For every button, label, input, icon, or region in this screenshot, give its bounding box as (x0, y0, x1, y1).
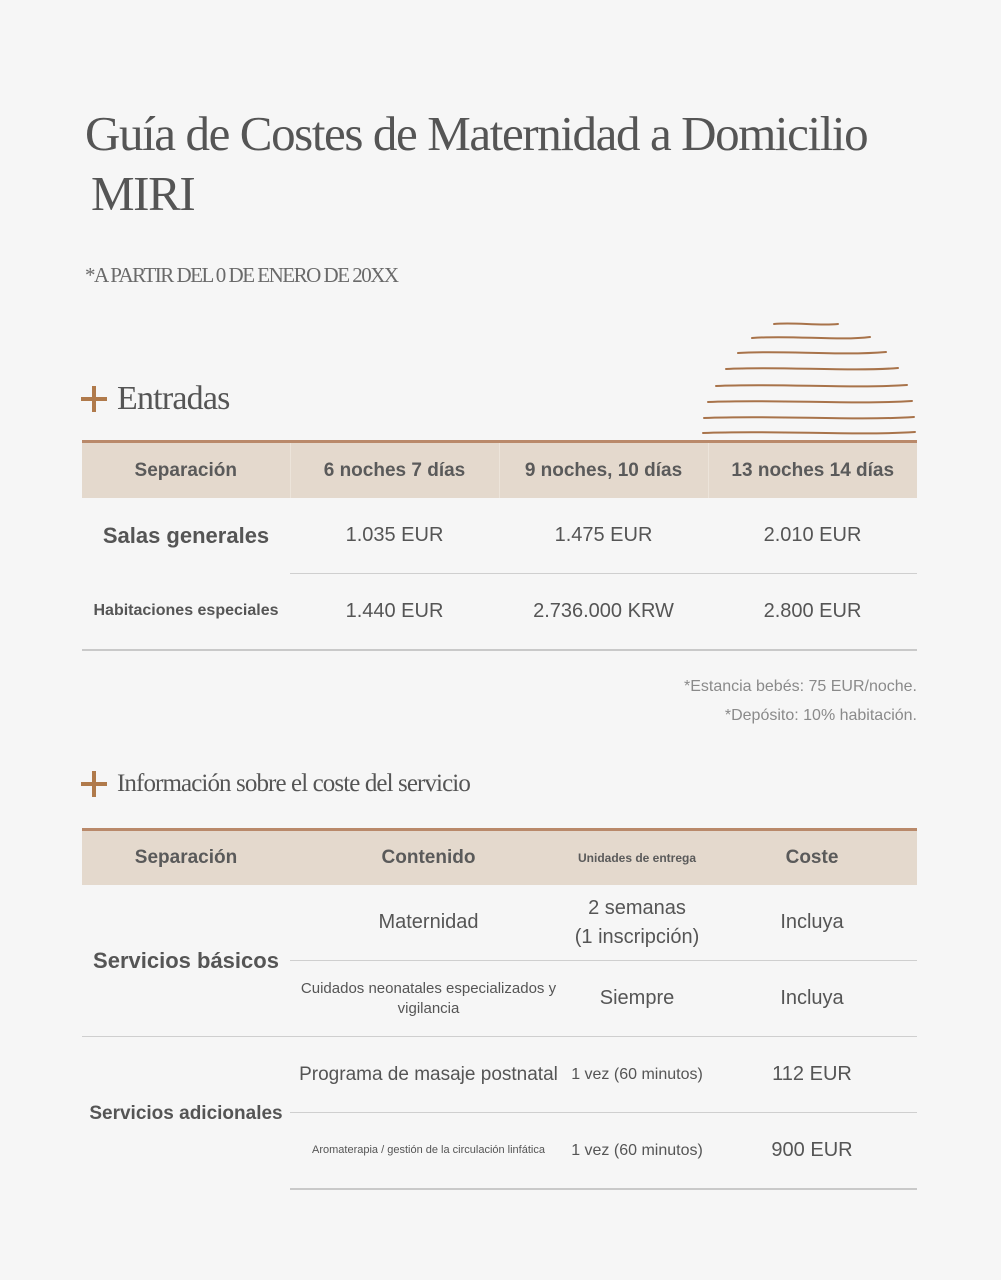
table-row (82, 885, 917, 961)
units-cell: 1 vez (60 minutos) (567, 1037, 707, 1113)
table-header-row (82, 830, 917, 886)
footnote-baby-stay: *Estancia bebés: 75 EUR/noche. (683, 678, 917, 695)
table-row (82, 1037, 917, 1113)
table-row (82, 574, 917, 651)
footnote-deposit: *Depósito: 10% habitación. (724, 707, 917, 724)
title-line-2: MIRI (91, 166, 195, 221)
section-heading-servicio-label: Información sobre el coste del servicio (117, 770, 470, 797)
servicio-table (82, 828, 917, 1190)
cost-cell: Incluya (707, 885, 917, 961)
column-header: Unidades de entrega (577, 851, 697, 865)
column-header: 6 noches 7 días (290, 442, 499, 499)
price-cell: 2.736.000 KRW (499, 574, 708, 651)
table-header-row (82, 442, 917, 499)
column-header: Coste (785, 847, 839, 868)
entradas-table (82, 440, 917, 651)
striped-semicircle-decoration (700, 318, 920, 440)
section-heading-servicio (81, 770, 470, 798)
column-header: Contenido (381, 847, 476, 868)
content-cell: Cuidados neonatales especializados y vigilancia (290, 961, 567, 1037)
row-label: Habitaciones especiales (82, 574, 290, 651)
units-cell: 2 semanas (1 inscripción) (567, 885, 707, 961)
content-cell: Aromaterapia / gestión de la circulación linfática (290, 1113, 567, 1190)
footnotes (684, 672, 917, 730)
cost-cell: Incluya (707, 961, 917, 1037)
units-cell: Siempre (567, 961, 707, 1037)
group-label: Servicios básicos (82, 885, 290, 1037)
cost-cell: 112 EUR (707, 1037, 917, 1113)
price-cell: 1.440 EUR (290, 574, 499, 651)
column-header: Separación (134, 847, 238, 868)
content-cell: Programa de masaje postnatal (290, 1037, 567, 1113)
content-cell: Maternidad (290, 885, 567, 961)
group-label: Servicios adicionales (89, 1102, 283, 1124)
page-title (85, 104, 965, 224)
column-header: Separación (134, 459, 237, 481)
title-line-1: Guía de Costes de Maternidad a Domicilio (85, 106, 868, 161)
page-subtitle: *A PARTIR DEL 0 DE ENERO DE 20XX (85, 263, 398, 287)
row-label: Salas generales (102, 522, 270, 548)
units-cell: 1 vez (60 minutos) (567, 1113, 707, 1190)
price-cell: 1.035 EUR (290, 498, 499, 574)
column-header: 9 noches, 10 días (499, 442, 708, 499)
plus-icon (81, 771, 107, 797)
plus-icon (81, 386, 107, 412)
price-cell: 1.475 EUR (499, 498, 708, 574)
section-heading-entradas (81, 380, 230, 418)
price-cell: 2.800 EUR (708, 574, 917, 651)
section-heading-entradas-label: Entradas (117, 380, 230, 417)
column-header: 13 noches 14 días (708, 442, 917, 499)
price-cell: 2.010 EUR (708, 498, 917, 574)
table-row (82, 498, 917, 574)
cost-cell: 900 EUR (707, 1113, 917, 1190)
